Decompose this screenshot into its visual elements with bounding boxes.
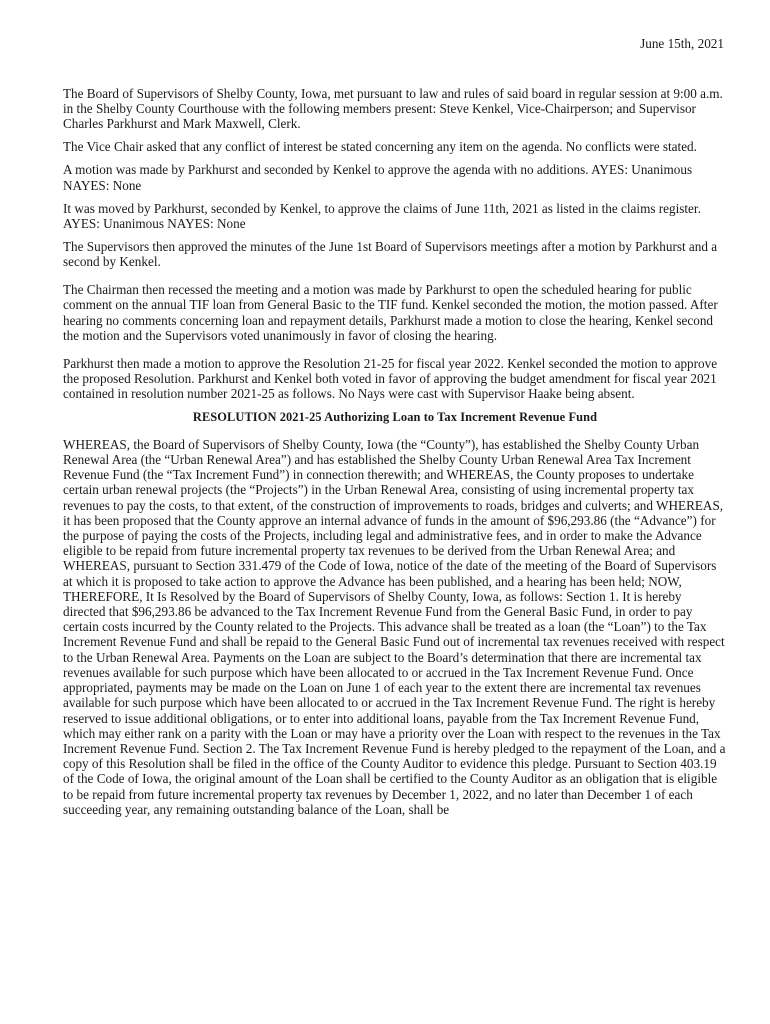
- document-body: [63, 86, 727, 825]
- resolution-heading: RESOLUTION 2021-25 Authorizing Loan to Tax Increment Revenue Fund: [192, 409, 598, 424]
- paragraph-resolution-motion: Parkhurst then made a motion to approve the Resolution 21-25 for fiscal year 2022. Kenkel seconded the motion to approve the proposed Resolution. Parkhurst and Kenkel both voted in favor of approving the budget amendment for fiscal year 2021 contained in resolution number 2021-25 as follows. No Nays were cast with Supervisor Haake being absent.: [63, 356, 718, 402]
- resolution-body: WHEREAS, the Board of Supervisors of Shelby County, Iowa (the “County”), has established the Shelby County Urban Renewal Area (the “Urban Renewal Area”) and has established the Shelby County Urban Renewal Area Tax Increment Revenue Fund (the “Tax Increment Fund”) in connection therewith; and WHEREAS, the County proposes to undertake certain urban renewal projects (the “Projects”) in the Urban Renewal Area, consisting of using incremental property tax revenues to pay the costs, to that extent, of the construction of improvements to roads, bridges and culverts; and WHEREAS, it has been proposed that the County approve an internal advance of funds in the amount of $96,293.86 (the “Advance”) for the purpose of paying the costs of the Projects, including legal and administrative fees, and in order to make the Advance eligible to be repaid from future incremental property tax revenues to be derived from the Urban Renewal Area; and WHEREAS, pursuant to Section 331.479 of the Code of Iowa, notice of the date of the meeting of the Board of Supervisors at which it is proposed to take action to approve the Advance has been published, and a hearing has been held; NOW, THEREFORE, It Is Resolved by the Board of Supervisors of Shelby County, Iowa, as follows: Section 1. It is hereby directed that $96,293.86 be advanced to the Tax Increment Revenue Fund from the General Basic Fund, in order to pay certain costs incurred by the County related to the Projects. This advance shall be treated as a loan (the “Loan”) to the Tax Increment Revenue Fund and shall be repaid to the General Basic Fund out of incremental tax revenues received with respect to the Urban Renewal Area. Payments on the Loan are subject to the Board’s determination that there are incremental tax revenues available for such purpose which have been allocated to or accrued in the Tax Increment Revenue Fund. Once appropriated, payments may be made on the Loan on June 1 of each year to the extent there are incremental tax revenues available for such purpose which have been allocated to or accrued in the Tax Increment Revenue Fund. The right is hereby reserved to issue additional obligations, or to enter into additional loans, payable from the Tax Increment Revenue Fund, which may either rank on a parity with the Loan or may have a priority over the Loan with respect to the revenues in the Tax Increment Revenue Fund. Section 2. The Tax Increment Revenue Fund is hereby pledged to the repayment of the Loan, and a copy of this Resolution shall be filed in the office of the County Auditor to evidence this pledge. Pursuant to Section 403.19 of the Code of Iowa, the original amount of the Loan shall be certified to the County Auditor as an obligation that is eligible to be repaid from future incremental property tax revenues by December 1, 2022, and no later than December 1 of each succeeding year, any remaining outstanding balance of the Loan, shall be: [63, 436, 726, 817]
- paragraph-claims-approval: It was moved by Parkhurst, seconded by Kenkel, to approve the claims of June 11th, 2021 as listed in the claims register. AYES: Unanimous NAYES: None: [63, 200, 701, 231]
- paragraph-agenda-approval: A motion was made by Parkhurst and seconded by Kenkel to approve the agenda with no additions. AYES: Unanimous NAYES: None: [63, 162, 693, 193]
- paragraph-tif-hearing: The Chairman then recessed the meeting and a motion was made by Parkhurst to open the scheduled hearing for public comment on the annual TIF loan from General Basic to the TIF fund. Kenkel seconded the motion, the motion passed. After hearing no comments concerning loan and repayment details, Parkhurst made a motion to close the hearing, Kenkel second the motion and the Supervisors voted unanimously in favor of closing the hearing.: [63, 282, 718, 343]
- paragraph-minutes-approval: The Supervisors then approved the minutes of the June 1st Board of Supervisors meetings after a motion by Parkhurst and a second by Kenkel.: [63, 238, 718, 270]
- paragraph-conflict-of-interest: The Vice Chair asked that any conflict of interest be stated concerning any item on the agenda. No conflicts were stated.: [63, 139, 697, 155]
- document-date: June 15th, 2021: [640, 36, 724, 51]
- paragraph-meeting-opening: The Board of Supervisors of Shelby County, Iowa, met pursuant to law and rules of said board in regular session at 9:00 a.m. in the Shelby County Courthouse with the following members present: Steve Kenkel, Vice-Chairperson; and Supervisor Charles Parkhurst and Mark Maxwell, Clerk.: [63, 86, 723, 132]
